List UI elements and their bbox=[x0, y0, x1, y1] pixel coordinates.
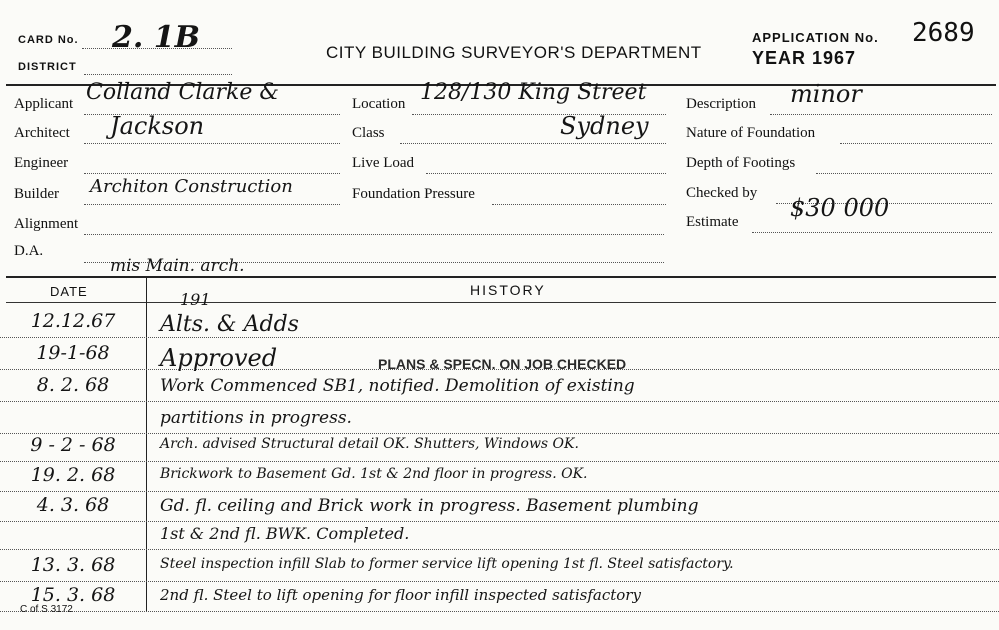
estimate-value: $30 000 bbox=[790, 194, 890, 222]
da-label: D.A. bbox=[14, 243, 44, 259]
estimate-label: Estimate bbox=[686, 214, 739, 230]
department-title: CITY BUILDING SURVEYOR'S DEPARTMENT bbox=[326, 43, 702, 62]
history-date: 19-1-68 bbox=[36, 342, 110, 364]
history-row bbox=[0, 404, 999, 434]
history-row bbox=[0, 372, 999, 402]
builder-value: Architon Construction bbox=[90, 176, 293, 197]
history-entry: Brickwork to Basement Gd. 1st & 2nd floor in progress. OK. bbox=[160, 466, 588, 482]
engineer-label: Engineer bbox=[14, 155, 69, 171]
architect-label: Architect bbox=[14, 125, 70, 141]
history-date: 13. 3. 68 bbox=[30, 554, 116, 576]
history-entry: partitions in progress. bbox=[160, 408, 352, 428]
foundation-pressure-label: Foundation Pressure bbox=[352, 186, 475, 202]
history-entry: 2nd fl. Steel to lift opening for floor infill inspected satisfactory bbox=[160, 586, 641, 604]
depth-of-footings-label: Depth of Footings bbox=[686, 155, 796, 171]
location-label: Location bbox=[352, 96, 406, 112]
architect-value: Jackson bbox=[110, 112, 205, 140]
class-label: Class bbox=[352, 125, 385, 141]
history-date: 19. 2. 68 bbox=[30, 464, 116, 486]
checked-by-label: Checked by bbox=[686, 185, 758, 201]
history-row bbox=[0, 520, 999, 550]
date-header: DATE bbox=[50, 284, 88, 299]
history-entry: 1st & 2nd fl. BWK. Completed. bbox=[160, 524, 410, 543]
history-date: 12.12.67 bbox=[30, 310, 116, 332]
history-row bbox=[0, 308, 999, 338]
class-value: Sydney bbox=[560, 112, 649, 140]
history-row bbox=[0, 552, 999, 582]
history-entry: Alts. & Adds bbox=[160, 312, 299, 337]
year-label: YEAR 1967 bbox=[752, 48, 857, 68]
card-no-label: CARD No. bbox=[18, 34, 79, 46]
history-header: HISTORY bbox=[470, 282, 546, 298]
reference-note: 191 bbox=[180, 290, 211, 309]
history-date: 8. 2. 68 bbox=[36, 374, 110, 396]
history-row bbox=[0, 462, 999, 492]
history-row bbox=[0, 582, 999, 612]
history-entry: Approved bbox=[160, 344, 278, 372]
district-label: DISTRICT bbox=[18, 61, 77, 73]
history-divider bbox=[6, 276, 996, 278]
alignment-label: Alignment bbox=[14, 216, 79, 232]
history-row bbox=[0, 432, 999, 462]
description-label: Description bbox=[686, 96, 756, 112]
description-value: minor bbox=[790, 80, 862, 108]
history-date: 4. 3. 68 bbox=[36, 494, 110, 516]
form-number: C of S 3172 bbox=[20, 604, 73, 615]
history-entry: Steel inspection infill Slab to former service lift opening 1st fl. Steel satisfactory. bbox=[160, 556, 734, 572]
history-entry: Gd. fl. ceiling and Brick work in progress. Basement plumbing bbox=[160, 496, 699, 516]
location-value: 128/130 King Street bbox=[420, 80, 647, 105]
history-entry: Arch. advised Structural detail OK. Shutters, Windows OK. bbox=[160, 436, 579, 452]
history-date: 9 - 2 - 68 bbox=[30, 434, 116, 456]
builder-label: Builder bbox=[14, 186, 59, 202]
card-no-value: 2. 1B bbox=[112, 20, 200, 55]
application-no-value: 2689 bbox=[912, 18, 975, 48]
applicant-value: Colland Clarke & bbox=[86, 80, 279, 105]
history-date: 15. 3. 68 bbox=[30, 584, 116, 606]
live-load-label: Live Load bbox=[352, 155, 415, 171]
nature-of-foundation-label: Nature of Foundation bbox=[686, 125, 816, 141]
history-row bbox=[0, 492, 999, 522]
inspection-stamp: PLANS & SPECN. ON JOB CHECKED bbox=[378, 356, 627, 372]
history-entry: Work Commenced SB1, notified. Demolition of existing bbox=[160, 376, 635, 396]
applicant-label: Applicant bbox=[14, 96, 74, 112]
misc-note: mis Main. arch. bbox=[110, 256, 245, 276]
application-no-label: APPLICATION No. bbox=[752, 30, 879, 45]
